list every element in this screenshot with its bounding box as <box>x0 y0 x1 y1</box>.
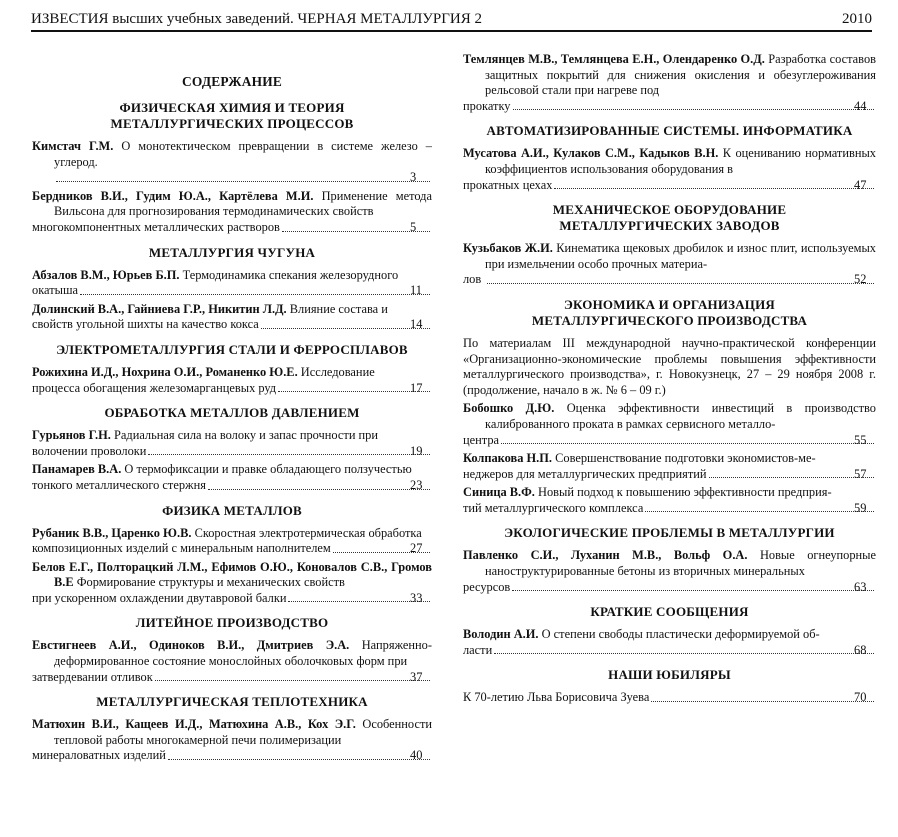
entry-title-end: волочении проволоки <box>32 443 147 458</box>
entry-authors: Абзалов В.М., Юрьев Б.П. <box>32 267 180 282</box>
entry-leader-line: прокатных цехах 47 <box>485 178 876 194</box>
dot-leader <box>494 653 874 654</box>
entry-title-end: многокомпонентных металлических растворов <box>32 219 280 234</box>
dot-leader <box>554 188 874 189</box>
section-heading-line: МЕТАЛЛУРГИЧЕСКИХ ПРОЦЕССОВ <box>110 116 354 131</box>
section-heading <box>463 123 876 139</box>
entry-text-block <box>463 451 876 467</box>
section-heading <box>32 405 432 421</box>
entry-title: Новые огнеупорные наноструктурированные бетоны из вторичных минеральных <box>485 548 876 579</box>
entry-title: Разработка составов защитных покрытий для снижения окисления и обезуглероживания рельсовой стали при нагреве под <box>485 52 876 98</box>
entry-title: Скоростная электротермическая обработка <box>194 525 422 540</box>
entry-title-end: затвердевании отливок <box>32 669 153 684</box>
entry-leader-line: лов 52 <box>485 272 876 288</box>
dot-leader <box>513 109 875 110</box>
section-heading <box>32 100 432 132</box>
entry-text-block <box>32 525 432 542</box>
dot-leader <box>80 294 430 295</box>
section-heading <box>463 297 876 329</box>
dot-leader <box>208 489 430 490</box>
entry-leader-line: неджеров для металлургических предприятий 57 <box>485 467 876 483</box>
entry-leader-line: тонкого металлического стержня 23 <box>54 478 432 494</box>
entry-title-end: окатыша <box>32 283 78 298</box>
left-column <box>32 52 432 767</box>
entry-leader-line: волочении проволоки 19 <box>54 444 432 460</box>
entry-authors: Павленко С.И., Луханин М.В., Вольф О.А. <box>463 548 748 563</box>
entry-authors: Мусатова А.И., Кулаков С.М., Кадыков В.Н. <box>463 146 719 161</box>
entry-title: Термодинамика спекания железорудного <box>182 267 399 282</box>
entry-title-end: неджеров для металлургических предприятий <box>463 466 707 481</box>
section-heading <box>463 667 876 683</box>
entry-text-block <box>32 462 432 478</box>
section-heading <box>463 525 876 541</box>
dot-leader <box>168 759 430 760</box>
entry-title: К оцениванию нормативных коэффициентов использования оборудования в <box>485 146 876 176</box>
toc-entry <box>32 560 432 607</box>
entry-title: О термофиксации и правке обладающего ползучестью <box>124 462 412 477</box>
entry-title-end: К 70-летию Льва Борисовича Зуева <box>463 690 650 705</box>
entry-title-end: центра <box>463 432 500 447</box>
entry-text-block <box>32 638 432 669</box>
entry-title: Влияние состава и <box>289 301 388 316</box>
entry-title-end: при ускоренном охлаждении двутавровой балки <box>32 590 287 605</box>
section-heading-line: ЭКОЛОГИЧЕСКИЕ ПРОБЛЕМЫ В МЕТАЛЛУРГИИ <box>504 525 835 541</box>
entry-title-end: процесса обогащения железомарганцевых руд <box>32 380 277 395</box>
toc-entry <box>463 451 876 482</box>
entry-leader-line: окатыша 11 <box>54 283 432 299</box>
toc-entry <box>32 268 432 299</box>
entry-authors: Темлянцев М.В., Темлянцева Е.Н., Олендаренко О.Д. <box>463 52 765 66</box>
section-heading-line: ФИЗИЧЕСКАЯ ХИМИЯ И ТЕОРИЯ <box>119 100 345 115</box>
dot-leader <box>651 701 874 702</box>
entry-text-block <box>463 485 876 501</box>
section-heading-line: ОБРАБОТКА МЕТАЛЛОВ ДАВЛЕНИЕМ <box>104 405 360 421</box>
toc-entry <box>463 548 876 595</box>
toc-entry <box>32 302 432 333</box>
entry-leader-line: свойств угольной шихты на качество кокса 14 <box>54 317 432 333</box>
toc-entry <box>32 189 432 236</box>
entry-title-end: ласти <box>463 642 493 657</box>
entry-title-end: минераловатных изделий <box>32 748 166 763</box>
section-heading-line: АВТОМАТИЗИРОВАННЫЕ СИСТЕМЫ. ИНФОРМАТИКА <box>486 123 853 139</box>
toc-entry <box>463 690 876 706</box>
entry-text-block <box>32 559 432 591</box>
entry-leader-line: ласти 68 <box>485 643 876 659</box>
entry-title-end: тонкого металлического стержня <box>32 477 206 492</box>
section-heading-line: ЭКОНОМИКА И ОРГАНИЗАЦИЯ <box>563 296 776 312</box>
dot-leader <box>709 477 874 478</box>
entry-text-block <box>463 627 876 643</box>
section-heading <box>463 604 876 620</box>
section-heading <box>32 342 432 358</box>
entry-title: Оценка эффективности инвестиций в производство калиброванного проката в рамках сервисного металло- <box>485 401 877 431</box>
entry-leader-line: композиционных изделий с минеральным наполнителем 27 <box>54 541 432 557</box>
section-heading-line: МЕТАЛЛУРГИЯ ЧУГУНА <box>148 244 316 260</box>
entry-title-end: прокатку <box>463 98 511 113</box>
entry-authors: Володин А.И. <box>463 627 539 642</box>
section-heading <box>32 503 432 519</box>
section-heading-line: МЕТАЛЛУРГИЧЕСКИХ ЗАВОДОВ <box>559 218 780 234</box>
entry-text-block <box>32 139 432 170</box>
toc-entry <box>32 462 432 493</box>
section-intro: По материалам III международной научно-практической конференции «Организационно-экономические проблемы повышения эффективности металлургического производства», г. Новокузнецк, 27 – 29 ноября 2008 г. (продолжение, начало в ж. № 6 – 09 г.) <box>463 335 876 397</box>
entry-title: О степени свободы пластически деформируемой об- <box>541 627 820 642</box>
dot-leader <box>278 391 430 392</box>
section-heading-line: МЕТАЛЛУРГИЧЕСКОГО ПРОИЗВОДСТВА <box>531 312 808 328</box>
dot-leader <box>645 511 874 512</box>
section-heading <box>32 245 432 261</box>
entry-title: Кинематика щековых дробилок и износ плит, используемых при измельчении особо прочных материа- <box>485 241 876 271</box>
toc-entry <box>32 526 432 557</box>
entry-text-block <box>32 301 432 318</box>
entry-title: О монотектическом превращении в системе железо – углерод. <box>54 139 432 169</box>
entry-leader-line: минераловатных изделий 40 <box>54 748 432 764</box>
contents-title: СОДЕРЖАНИЕ <box>182 74 282 89</box>
entry-title-end: прокатных цехах <box>463 177 553 192</box>
entry-authors: Кимстач Г.М. <box>32 139 114 153</box>
entry-text-block <box>463 401 877 432</box>
running-header <box>31 5 872 32</box>
toc-entry <box>32 139 432 186</box>
entry-text-block <box>32 267 432 284</box>
entry-title-end: ресурсов <box>463 579 511 594</box>
entry-title: Радиальная сила на волоку и запас прочности при <box>114 428 379 443</box>
entry-leader-line: 3 <box>54 170 432 186</box>
section-heading-line: ЛИТЕЙНОЕ ПРОИЗВОДСТВО <box>135 615 329 631</box>
entry-text-block <box>463 146 876 177</box>
entry-title: Особенности тепловой работы многокамерной печи полимеризации <box>54 717 432 747</box>
entry-text-block <box>463 548 876 579</box>
entry-text-block <box>32 364 432 381</box>
entry-authors: Евстигнеев А.И., Одиноков В.И., Дмитриев Э.А. <box>32 638 350 653</box>
right-column <box>463 52 876 709</box>
entry-leader-line: при ускоренном охлаждении двутавровой балки 33 <box>54 591 432 607</box>
entry-leader-line: центра 55 <box>485 433 876 449</box>
entry-leader-line: многокомпонентных металлических растворов 5 <box>54 220 432 236</box>
entry-title: Применение метода Вильсона для прогнозирования термодинамических свойств <box>54 188 432 219</box>
dot-leader <box>282 231 430 232</box>
entry-text-block <box>32 717 432 748</box>
section-heading-line: КРАТКИЕ СООБЩЕНИЯ <box>590 604 749 620</box>
entry-leader-line: К 70-летию Льва Борисовича Зуева 70 <box>485 690 876 706</box>
section-heading-line: ФИЗИКА МЕТАЛЛОВ <box>162 502 302 518</box>
journal-title: ИЗВЕСТИЯ высших учебных заведений. ЧЕРНАЯ МЕТАЛЛУРГИЯ 2 <box>31 11 483 27</box>
entry-text-block <box>32 188 432 220</box>
entry-authors: Рубаник В.В., Царенко Ю.В. <box>32 525 192 540</box>
entry-title: Формирование структуры и механических свойств <box>76 575 345 590</box>
entry-title: Новый подход к повышению эффективности предприя- <box>538 485 832 500</box>
year: 2010 <box>842 11 872 27</box>
toc-entry <box>463 485 876 516</box>
toc-entry <box>463 241 876 288</box>
entry-title: Напряженно-деформированное состояние монослойных оболочковых форм при <box>54 638 432 669</box>
dot-leader <box>512 590 874 591</box>
entry-authors: Белов Е.Г., Полторацкий Л.М., Ефимов О.Ю., Коновалов С.В., Громов В.Е <box>32 559 432 590</box>
entry-text-block <box>32 428 432 444</box>
toc-entry <box>463 401 876 448</box>
entry-leader-line: тий металлургического комплекса 59 <box>485 501 876 517</box>
entry-leader-line: ресурсов 63 <box>485 580 876 596</box>
entry-title-end: свойств угольной шихты на качество кокса <box>32 317 259 332</box>
entry-authors: Гурьянов Г.Н. <box>32 428 111 443</box>
toc-entry <box>463 627 876 658</box>
entry-leader-line: прокатку 44 <box>485 99 876 115</box>
dot-leader <box>155 680 430 681</box>
dot-leader <box>487 283 874 284</box>
section-heading <box>32 694 432 710</box>
toc-entry <box>463 52 876 114</box>
dot-leader <box>501 443 874 444</box>
entry-authors: Долинский В.А., Гайниева Г.Р., Никитин Л.Д. <box>32 301 287 316</box>
section-heading-line: ЭЛЕКТРОМЕТАЛЛУРГИЯ СТАЛИ И ФЕРРОСПЛАВОВ <box>56 341 408 357</box>
dot-leader <box>288 601 430 602</box>
entry-authors: Матюхин В.И., Кащеев И.Д., Матюхина А.В., Кох Э.Г. <box>32 717 356 732</box>
entry-text-block <box>463 52 876 99</box>
entry-title-end: композиционных изделий с минеральным наполнителем <box>32 541 331 556</box>
entry-text-block <box>463 241 876 272</box>
entry-authors: Бобошко Д.Ю. <box>463 401 555 416</box>
entry-leader-line: затвердевании отливок 37 <box>54 670 432 686</box>
toc-entry <box>32 428 432 459</box>
toc-entry <box>32 365 432 396</box>
section-heading-line: МЕХАНИЧЕСКОЕ ОБОРУДОВАНИЕ <box>552 202 787 218</box>
entry-authors: Синица В.Ф. <box>463 485 535 500</box>
section-heading-line: МЕТАЛЛУРГИЧЕСКАЯ ТЕПЛОТЕХНИКА <box>96 694 368 710</box>
entry-authors: Кузьбаков Ж.И. <box>463 241 553 256</box>
entry-authors: Рожихина И.Д., Нохрина О.И., Романенко Ю.Е. <box>32 364 298 379</box>
entry-title: Исследование <box>300 364 375 379</box>
toc-entry <box>32 638 432 685</box>
dot-leader <box>261 328 430 329</box>
entry-leader-line: процесса обогащения железомарганцевых руд 17 <box>54 381 432 397</box>
dot-leader <box>56 181 430 182</box>
entry-authors: Колпакова Н.П. <box>463 451 553 466</box>
entry-authors: Панамарев В.А. <box>32 462 122 477</box>
section-heading <box>32 615 432 631</box>
toc-entry <box>463 146 876 193</box>
toc-entry <box>32 717 432 764</box>
entry-title-end: тий металлургического комплекса <box>463 500 644 515</box>
section-heading-line: НАШИ ЮБИЛЯРЫ <box>608 667 731 683</box>
dot-leader <box>148 454 430 455</box>
entry-title: Совершенствование подготовки экономистов-ме- <box>555 451 816 466</box>
section-heading <box>463 202 876 234</box>
entry-authors: Бердников В.И., Гудим Ю.А., Картёлева М.И. <box>32 188 314 203</box>
